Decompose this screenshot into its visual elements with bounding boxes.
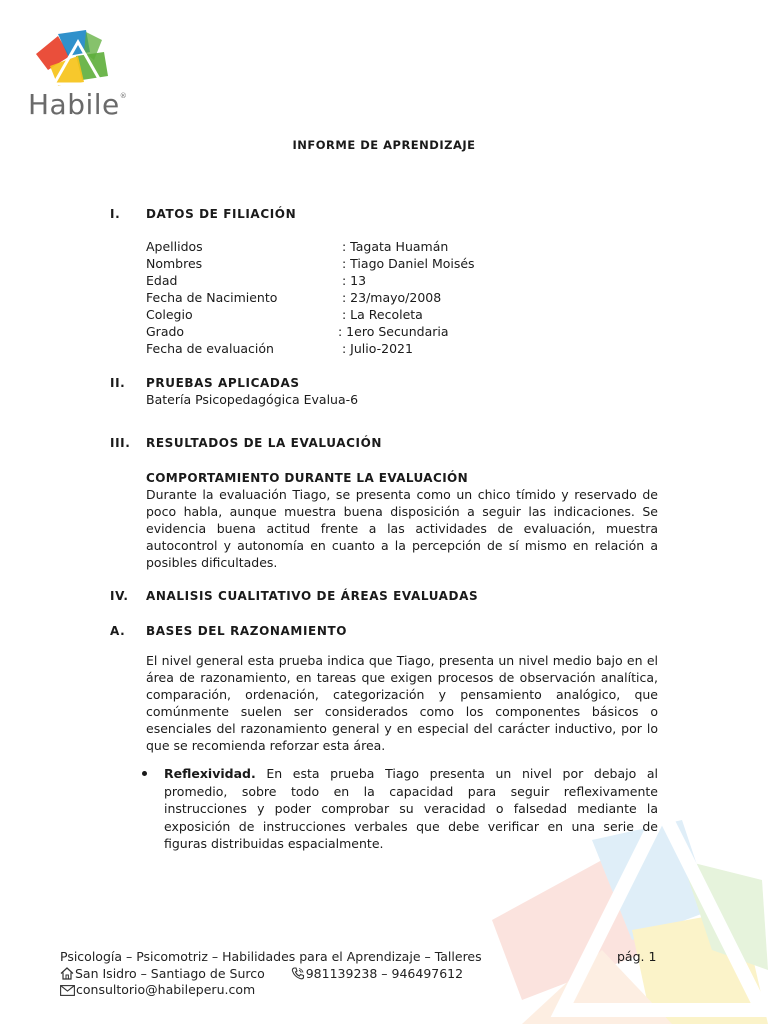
document-title: INFORME DE APRENDIZAJE [292,138,476,152]
field-row-nombres: Nombres : Tiago Daniel Moisés [146,256,475,271]
field-row-grado: Grado : 1ero Secundaria [146,324,449,339]
envelope-icon [60,985,75,996]
page-number: pág. 1 [617,949,657,964]
house-icon [60,967,74,980]
footer-phones: 981139238 – 946497612 [305,966,464,981]
footer-email-line [60,982,255,997]
subheading-comportamiento: COMPORTAMIENTO DURANTE LA EVALUACIÓN [146,471,469,485]
section-heading-pruebas: II. PRUEBAS APLICADAS [110,376,300,390]
bullet-text: En esta prueba Tiago presenta un nivel por debajo al promedio, sobre todo en la capacidad para seguir reflexivamente instrucciones y poder comprobar su veracidad o falsedad mediante la exposición de instrucciones verbales que debe verificar en una serie de figuras distribuidas espacialmente. [164,766,658,851]
footer-address-line [60,966,463,981]
paragraph-razonamiento: El nivel general esta prueba indica que Tiago, presenta un nivel medio bajo en el área de razonamiento, en tareas que exigen procesos de observación analítica, comparación, ordenación, categorización y pensamiento analógico, que comúnmente suelen ser considerados como los componentes básicos o esenciales del razonamiento general y en especial del carácter inductivo, por lo que se recomienda reforzar esta área. [146,653,658,753]
field-row-apellidos: Apellidos : Tagata Huamán [146,239,449,254]
footer-email[interactable]: consultorio@habileperu.com [76,982,256,997]
footer-address: San Isidro – Santiago de Surco [75,966,265,981]
phone-icon [291,967,305,980]
section-heading-filiacion: I. DATOS DE FILIACIÓN [110,207,297,221]
field-row-fecha-nacimiento: Fecha de Nacimiento : 23/mayo/2008 [146,290,442,305]
pruebas-text: Batería Psicopedagógica Evalua-6 [146,392,359,407]
paragraph-comportamiento: Durante la evaluación Tiago, se presenta como un chico tímido y reservado de poco habla, aunque muestra buena disposición a seguir las indicaciones. Se evidencia buena actitud frente a las actividades de evaluación, muestra autocontrol y autonomía en cuanto a la percepción de sí mismo en relación a posibles dificultades. [146,487,658,570]
field-row-fecha-evaluacion: Fecha de evaluación : Julio-2021 [146,341,413,356]
section-heading-analisis: IV. ANALISIS CUALITATIVO DE ÁREAS EVALUADAS [110,589,479,603]
section-heading-razonamiento: A. BASES DEL RAZONAMIENTO [110,624,348,638]
brand-name: Habile® [28,88,128,121]
bullet-icon [142,771,147,776]
field-row-colegio: Colegio : La Recoleta [146,307,423,322]
section-heading-resultados: III. RESULTADOS DE LA EVALUACIÓN [110,436,383,450]
bullet-reflexividad [164,765,658,853]
footer-services: Psicología – Psicomotriz – Habilidades para el Aprendizaje – Talleres [60,949,482,964]
bullet-term: Reflexividad. [164,766,256,781]
field-row-edad: Edad : 13 [146,273,367,288]
